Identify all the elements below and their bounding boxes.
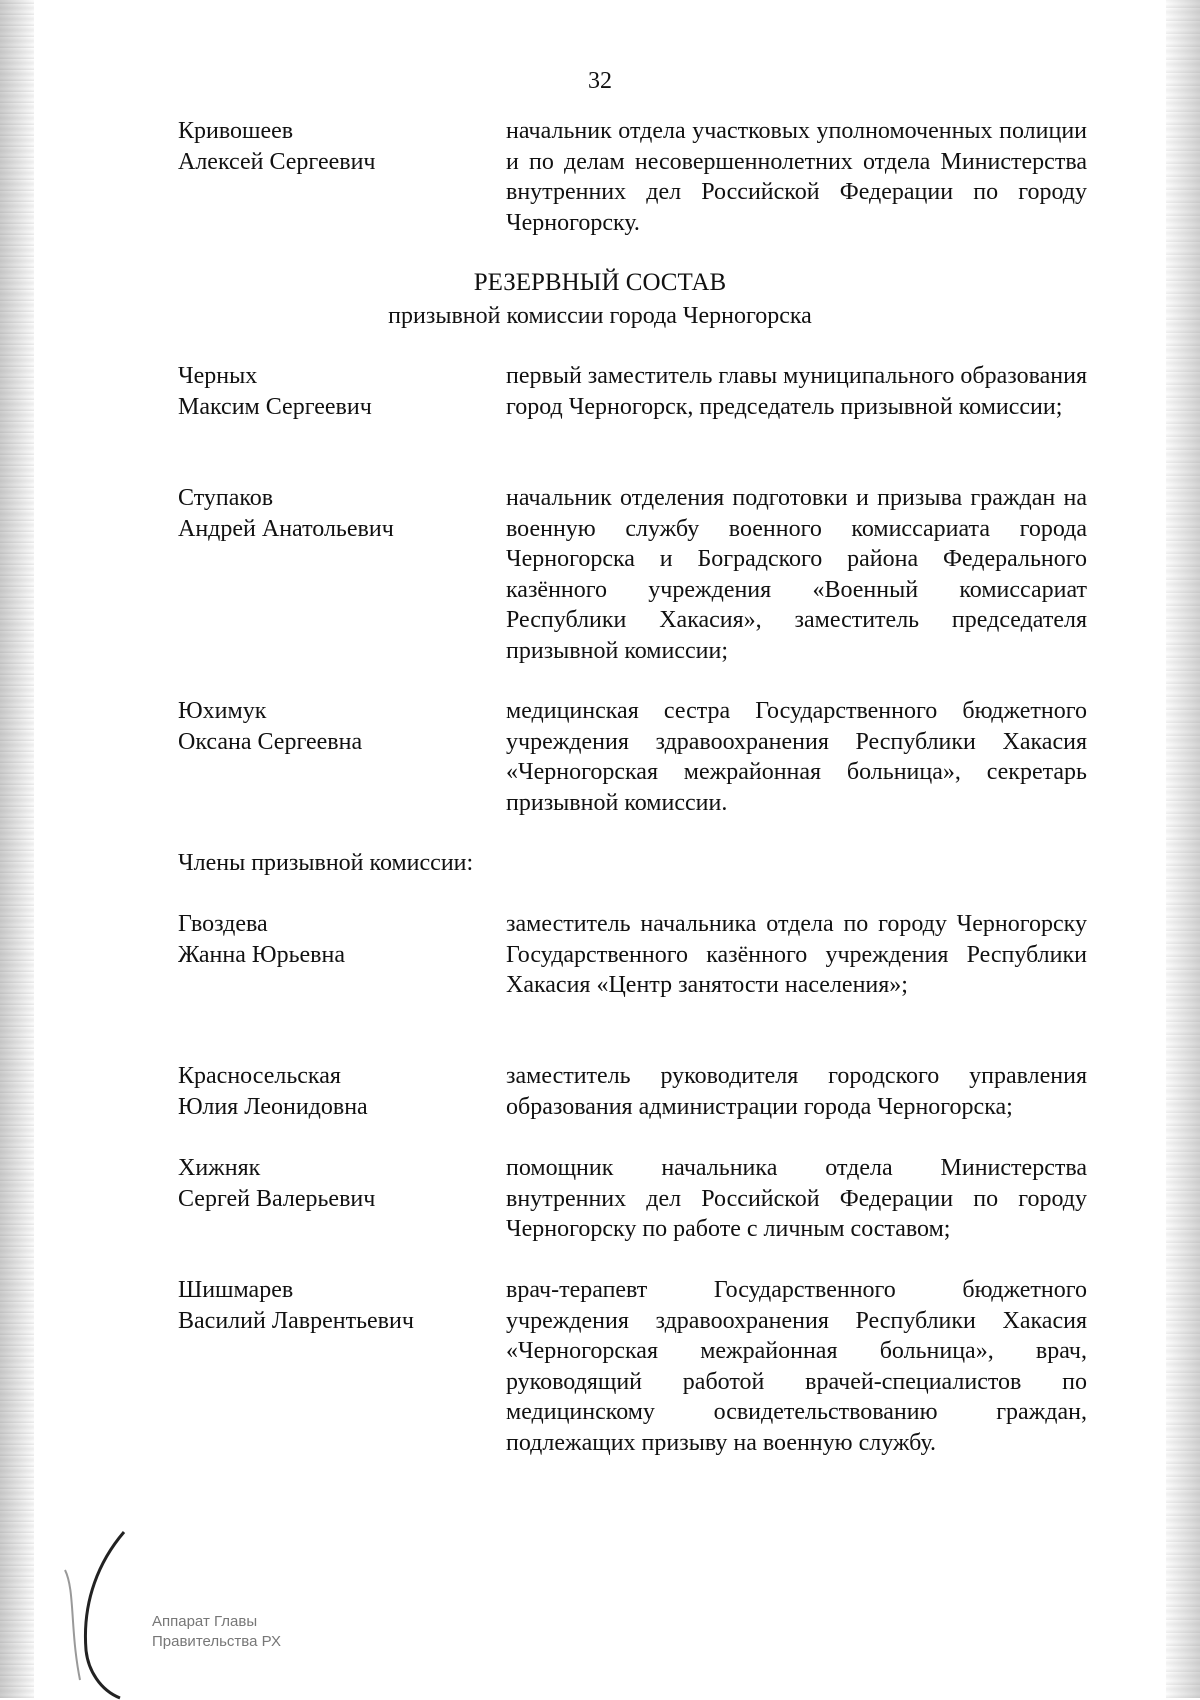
person-given-name: Сергей Валерьевич	[178, 1185, 376, 1212]
person-surname: Юхимук	[178, 698, 267, 724]
person-name	[178, 1153, 488, 1214]
section-title: РЕЗЕРВНЫЙ СОСТАВ	[473, 269, 727, 296]
scan-edge-right	[1166, 0, 1200, 1698]
stamp-line: Аппарат Главы	[152, 1613, 258, 1630]
person-name	[178, 696, 488, 757]
person-name	[178, 1275, 488, 1336]
person-surname: Кривошеев	[178, 118, 294, 144]
person-given-name: Максим Сергеевич	[178, 393, 372, 420]
person-name	[178, 1061, 488, 1122]
person-name	[178, 116, 488, 177]
person-surname: Черных	[178, 363, 258, 389]
person-given-name: Юлия Леонидовна	[178, 1093, 368, 1120]
scan-edge-left	[0, 0, 34, 1698]
person-surname: Шишмарев	[178, 1277, 294, 1303]
person-role: медицинская сестра Государственного бюджетного учреждения здравоохранения Республики Хакасия «Черногорская межрайонная больница», секретарь призывной комиссии.	[506, 698, 1087, 816]
person-given-name: Жанна Юрьевна	[178, 941, 345, 968]
person-surname: Ступаков	[178, 485, 274, 511]
person-role: первый заместитель главы муниципального образования город Черногорск, председатель призывной комиссии;	[506, 363, 1088, 420]
person-given-name: Андрей Анатольевич	[178, 515, 394, 542]
person-role: заместитель руководителя городского управления образования администрации города Черногорска;	[506, 1063, 1087, 1120]
person-role: начальник отдела участковых уполномоченных полиции и по делам несовершеннолетних отдела Министерства внутренних дел Российской Федерации по городу Черногорску.	[506, 118, 1087, 236]
person-role: врач-терапевт Государственного бюджетного учреждения здравоохранения Республики Хакасия «Черногорская межрайонная больница», врач, руководящий работой врачей-специалистов по медицинскому освидетельствованию граждан, подлежащих призыву на военную службу.	[506, 1277, 1087, 1456]
person-given-name: Василий Лаврентьевич	[178, 1307, 414, 1334]
person-name	[178, 483, 488, 544]
person-role: начальник отделения подготовки и призыва граждан на военную службу военного комиссариата города Черногорска и Боградского района Федерального казённого учреждения «Военный комиссариат Республики Хакасия», заместитель председателя призывной комиссии;	[506, 485, 1087, 664]
person-given-name: Алексей Сергеевич	[178, 148, 376, 175]
section-subtitle: призывной комиссии города Черногорска	[388, 303, 812, 329]
page-number: 32	[588, 68, 612, 94]
person-name	[178, 909, 488, 970]
person-role: заместитель начальника отдела по городу Черногорску Государственного казённого учреждения Республики Хакасия «Центр занятости населения»;	[506, 911, 1087, 998]
person-surname: Красносельская	[178, 1063, 341, 1089]
person-role: помощник начальника отдела Министерства внутренних дел Российской Федерации по городу Черногорску по работе с личным составом;	[506, 1155, 1087, 1242]
stamp-line: Правительства РХ	[152, 1633, 281, 1650]
person-name	[178, 361, 488, 422]
person-surname: Хижняк	[178, 1155, 261, 1181]
stamp-text	[152, 1612, 281, 1652]
person-given-name: Оксана Сергеевна	[178, 728, 363, 755]
person-surname: Гвоздева	[178, 911, 268, 937]
members-heading: Члены призывной комиссии:	[178, 850, 474, 876]
